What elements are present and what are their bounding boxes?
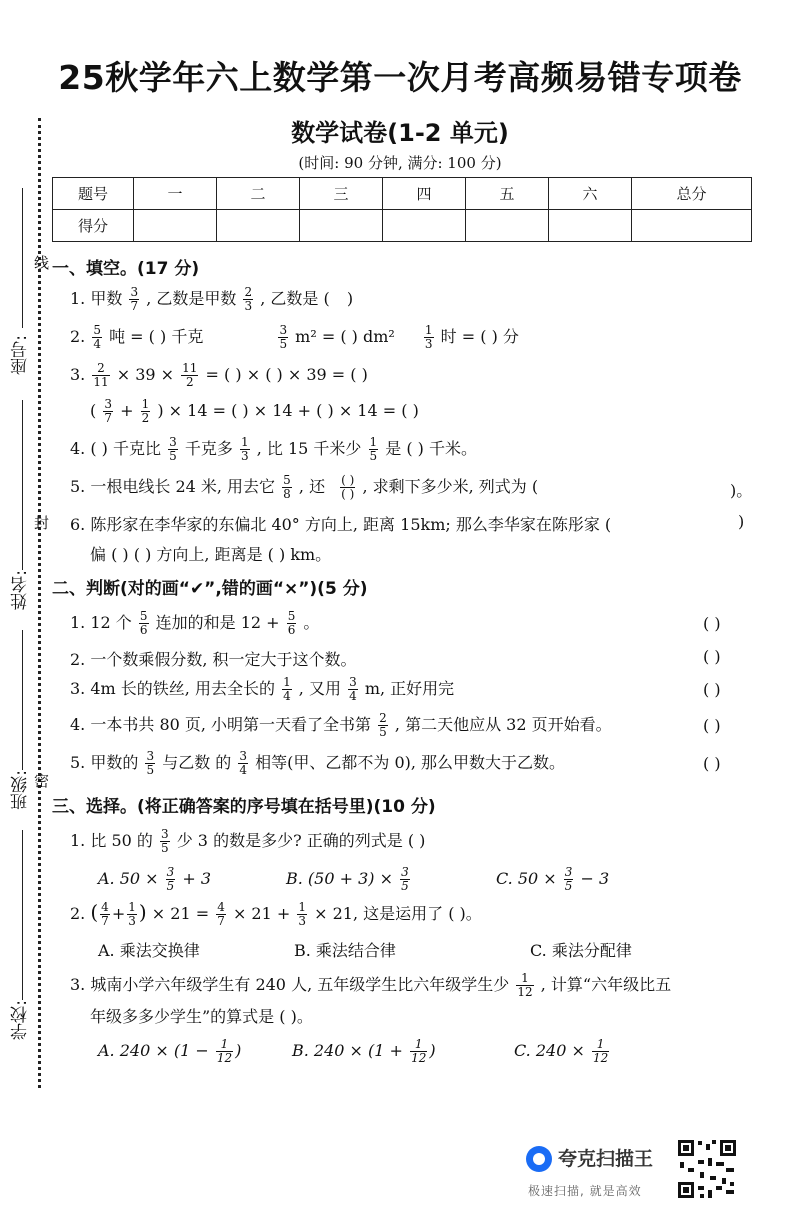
question-text: ) × 14 = ( ) × 14 + ( ) × 14 = ( ) xyxy=(157,401,419,420)
denominator: 3 xyxy=(298,914,307,928)
fraction xyxy=(92,362,109,389)
fraction xyxy=(181,362,198,389)
numerator: 5 xyxy=(93,323,101,337)
option-text: + 3 xyxy=(182,869,212,888)
section-3-title: 三、选择。(将正确答案的序号填在括号里)(10 分) xyxy=(52,797,436,817)
question-text: , 计算“六年级比五 xyxy=(540,975,672,994)
answer-paren[interactable]: ( ) xyxy=(703,754,721,773)
question-text: × 21 = xyxy=(151,904,210,923)
fraction xyxy=(516,972,533,999)
fraction xyxy=(378,712,388,739)
fraction xyxy=(127,901,137,928)
question-text: × 21, 这是运用了 ( )。 xyxy=(314,904,482,923)
answer-blank[interactable]: ) xyxy=(346,289,354,308)
denominator: 4 xyxy=(349,689,357,703)
judge-question-3 xyxy=(70,676,454,703)
question-text: , 第二天他应从 32 页开始看。 xyxy=(394,715,612,734)
fraction xyxy=(103,398,113,425)
table-cell: 四 xyxy=(383,178,466,210)
choice-question-1 xyxy=(70,828,425,855)
option-a[interactable] xyxy=(98,1038,241,1065)
denominator: 12 xyxy=(592,1051,609,1065)
score-table xyxy=(52,177,752,242)
question-text: 相等(甲、乙都不为 0), 那么甲数大于乙数。 xyxy=(255,753,566,772)
numerator: 1 xyxy=(516,972,533,986)
fraction xyxy=(238,750,248,777)
seat-label: 座号: xyxy=(11,335,31,375)
question-text: 2. xyxy=(70,904,86,923)
question-text: , 乙数是甲数 xyxy=(146,289,237,308)
numerator: 2 xyxy=(244,285,253,299)
numerator: 2 xyxy=(379,711,387,725)
fraction xyxy=(282,474,292,501)
denominator: 4 xyxy=(93,337,101,351)
question-text: 1. 比 50 的 xyxy=(70,831,153,850)
numerator: 3 xyxy=(349,675,357,689)
numerator: 4 xyxy=(101,900,109,914)
question-text: 千克多 xyxy=(184,439,233,458)
numerator: 3 xyxy=(166,865,175,879)
binding-char: 密 xyxy=(34,772,50,790)
question-text: 1. 甲数 xyxy=(70,289,123,308)
score-cell[interactable] xyxy=(632,210,752,242)
numerator: 1 xyxy=(128,900,136,914)
denominator: 5 xyxy=(369,449,378,463)
section-2-title: 二、判断(对的画“✔”,错的画“×”)(5 分) xyxy=(52,579,368,599)
fraction-blank[interactable] xyxy=(340,474,355,501)
score-cell[interactable] xyxy=(383,210,466,242)
fraction xyxy=(139,610,149,637)
numerator: 1 xyxy=(369,435,378,449)
option-c[interactable]: C. 乘法分配律 xyxy=(530,941,632,960)
question-text: , 乙数是 ( xyxy=(260,289,330,308)
denominator: 7 xyxy=(217,914,225,928)
option-text: ) xyxy=(235,1041,242,1060)
numerator: 11 xyxy=(182,361,198,375)
question-text: 时 = ( ) 分 xyxy=(440,327,519,346)
scanner-slogan: 极速扫描, 就是高效 xyxy=(528,1184,642,1198)
question-text: ( xyxy=(90,401,97,420)
numerator: 5 xyxy=(287,609,296,623)
denominator: 5 xyxy=(166,879,175,893)
fraction xyxy=(92,324,102,351)
denominator: ( ) xyxy=(341,487,355,501)
question-text: 连加的和是 12 + xyxy=(155,613,280,632)
answer-blank-close: )。 xyxy=(730,481,753,500)
question-text: = ( ) × ( ) × 39 = ( ) xyxy=(205,365,368,384)
option-b[interactable] xyxy=(286,866,412,893)
fraction xyxy=(145,750,155,777)
numerator: 5 xyxy=(139,609,148,623)
numerator: 3 xyxy=(146,749,155,763)
numerator: 1 xyxy=(410,1038,427,1052)
fraction xyxy=(592,1038,609,1065)
class-label: 班级: xyxy=(11,770,31,810)
score-table-header-row xyxy=(53,178,752,210)
denominator: 5 xyxy=(279,337,288,351)
option-a[interactable]: A. 乘法交换律 xyxy=(98,941,200,960)
score-cell[interactable] xyxy=(217,210,300,242)
denominator: 11 xyxy=(93,375,109,389)
question-text: , 比 15 千米少 xyxy=(256,439,362,458)
option-b[interactable] xyxy=(292,1038,436,1065)
numerator: 3 xyxy=(239,749,248,763)
fraction xyxy=(297,901,307,928)
option-text: B. (50 + 3) × xyxy=(286,869,394,888)
scanner-logo-icon xyxy=(526,1146,552,1172)
fraction xyxy=(278,324,288,351)
fill-question-4 xyxy=(70,436,477,463)
question-text: 6. 陈彤家在李华家的东偏北 40° 方向上, 距离 15km; 那么李华家在陈彤家 ( xyxy=(70,515,612,534)
score-cell[interactable] xyxy=(466,210,549,242)
denominator: 5 xyxy=(564,879,573,893)
fraction xyxy=(424,324,434,351)
fraction xyxy=(410,1038,427,1065)
question-text: 与乙数 的 xyxy=(162,753,232,772)
question-text: m² = ( ) dm² xyxy=(295,327,395,346)
school-line xyxy=(22,830,23,1000)
question-text: , 求剩下多少米, 列式为 ( xyxy=(362,477,539,496)
score-cell[interactable] xyxy=(134,210,217,242)
numerator: 3 xyxy=(104,397,112,411)
choice-question-3 xyxy=(70,972,671,999)
question-text: 3. 4m 长的铁丝, 用去全长的 xyxy=(70,679,275,698)
question-text: 4. 一本书共 80 页, 小明第一天看了全书第 xyxy=(70,715,372,734)
numerator: 3 xyxy=(401,865,409,879)
judge-question-1 xyxy=(70,610,319,637)
denominator: 8 xyxy=(283,487,291,501)
option-b[interactable]: B. 乘法结合律 xyxy=(294,941,396,960)
question-text: × 21 + xyxy=(232,904,291,923)
fraction xyxy=(216,901,226,928)
table-cell: 总分 xyxy=(632,178,752,210)
option-c[interactable] xyxy=(496,866,609,893)
fraction xyxy=(168,436,178,463)
question-text: 3. 城南小学六年级学生有 240 人, 五年级学生比六年级学生少 xyxy=(70,975,510,994)
question-text: 少 3 的数是多少? 正确的列式是 ( ) xyxy=(176,831,426,850)
table-cell: 三 xyxy=(300,178,383,210)
denominator: 2 xyxy=(141,411,150,425)
table-cell: 二 xyxy=(217,178,300,210)
fraction xyxy=(129,286,139,313)
option-text: C. 50 × xyxy=(496,869,557,888)
denominator: 6 xyxy=(139,623,148,637)
question-text: × 39 × xyxy=(116,365,175,384)
question-text: 1. 12 个 xyxy=(70,613,132,632)
fraction xyxy=(240,436,250,463)
question-text: 。 xyxy=(303,613,320,632)
denominator: 2 xyxy=(185,375,194,389)
option-text: ) xyxy=(429,1041,436,1060)
judge-question-4 xyxy=(70,712,612,739)
table-cell: 题号 xyxy=(53,178,134,210)
question-text: , 还 xyxy=(298,477,326,496)
exam-title: 25秋学年六上数学第一次月考高频易错专项卷 xyxy=(58,58,742,97)
fill-question-5 xyxy=(70,474,538,501)
fill-question-6 xyxy=(70,512,611,535)
denominator: 5 xyxy=(146,763,155,777)
denominator: 6 xyxy=(287,623,296,637)
table-cell: 一 xyxy=(134,178,217,210)
denominator: 3 xyxy=(424,337,433,351)
scanner-brand: 夸克扫描王 xyxy=(558,1148,654,1170)
option-text: B. 240 × (1 + xyxy=(292,1041,403,1060)
answer-paren[interactable]: ( ) xyxy=(703,614,721,633)
qr-code-icon xyxy=(676,1138,738,1200)
denominator: 7 xyxy=(101,914,109,928)
fraction xyxy=(141,398,151,425)
denominator: 4 xyxy=(239,763,248,777)
judge-question-5 xyxy=(70,750,565,777)
numerator: 1 xyxy=(592,1038,609,1052)
fill-question-1 xyxy=(70,286,353,313)
numerator: 2 xyxy=(92,362,109,376)
question-text: m, 正好用完 xyxy=(364,679,455,698)
numerator: 3 xyxy=(169,435,177,449)
question-text: 5. 甲数的 xyxy=(70,753,139,772)
numerator: 1 xyxy=(240,435,249,449)
section-1-title: 一、填空。(17 分) xyxy=(52,259,200,279)
numerator: 4 xyxy=(217,900,225,914)
question-text: 3. xyxy=(70,365,86,384)
fraction xyxy=(282,676,292,703)
class-line xyxy=(22,630,23,770)
answer-paren[interactable]: ( ) xyxy=(703,716,721,735)
binding-char: 线 xyxy=(34,254,50,272)
question-text: 2. xyxy=(70,327,86,346)
fraction xyxy=(369,436,379,463)
fraction xyxy=(564,866,574,893)
denominator: 3 xyxy=(244,299,253,313)
question-text: 年级多多少学生”的算式是 ( )。 xyxy=(90,1007,313,1026)
open-paren: ( xyxy=(90,900,99,924)
table-cell: 六 xyxy=(549,178,632,210)
name-line xyxy=(22,400,23,570)
denominator: 12 xyxy=(517,985,533,999)
school-label: 学校: xyxy=(11,1000,31,1040)
numerator: 5 xyxy=(283,473,291,487)
answer-paren[interactable]: ( ) xyxy=(703,680,721,699)
option-text: − 3 xyxy=(580,869,610,888)
numerator: 3 xyxy=(160,827,169,841)
table-cell: 得分 xyxy=(53,210,134,242)
judge-question-2: 2. 一个数乘假分数, 积一定大于这个数。 xyxy=(70,650,357,669)
option-c[interactable] xyxy=(514,1038,611,1065)
binding-char: 封 xyxy=(34,514,50,532)
numerator: 1 xyxy=(424,323,433,337)
numerator: 3 xyxy=(279,323,288,337)
fill-question-3a xyxy=(70,362,368,389)
numerator: 3 xyxy=(130,285,139,299)
fraction xyxy=(287,610,297,637)
numerator: 1 xyxy=(141,397,150,411)
denominator: 5 xyxy=(401,879,409,893)
fraction xyxy=(243,286,253,313)
denominator: 7 xyxy=(130,299,139,313)
fraction xyxy=(216,1038,233,1065)
question-text: 5. 一根电线长 24 米, 用去它 xyxy=(70,477,276,496)
question-text: 是 ( ) 千米。 xyxy=(385,439,477,458)
seat-line xyxy=(22,188,23,328)
fraction xyxy=(166,866,176,893)
answer-blank-close: ) xyxy=(738,512,745,531)
fraction xyxy=(160,828,170,855)
option-text: A. 240 × (1 − xyxy=(98,1041,209,1060)
score-cell[interactable] xyxy=(300,210,383,242)
answer-paren[interactable]: ( ) xyxy=(703,647,721,666)
score-table-score-row xyxy=(53,210,752,242)
numerator: 1 xyxy=(283,675,291,689)
close-paren: ) xyxy=(138,900,147,924)
fill-question-2 xyxy=(70,324,519,351)
question-text: + xyxy=(120,401,134,420)
scanner-watermark xyxy=(526,1142,671,1202)
option-text: A. 50 × xyxy=(98,869,159,888)
denominator: 7 xyxy=(104,411,112,425)
choice-question-2: 2. ( $\frac{4}{7}$ + $\frac{1}{3}$ ) × 21 = $\frac{4}{7}$ × 21 + $\frac{1}{3}$ × 21, 这是运用了 ( )。 xyxy=(70,900,482,928)
denominator: 5 xyxy=(160,841,169,855)
fill-question-3b xyxy=(90,398,419,425)
option-a[interactable] xyxy=(98,866,211,893)
numerator: 1 xyxy=(216,1038,233,1052)
denominator: 12 xyxy=(411,1051,427,1065)
option-text: C. 240 × xyxy=(514,1041,585,1060)
question-text: 4. ( ) 千克比 xyxy=(70,439,162,458)
denominator: 12 xyxy=(216,1051,233,1065)
denominator: 5 xyxy=(379,725,387,739)
numerator: 1 xyxy=(298,900,307,914)
numerator: ( ) xyxy=(341,473,355,487)
fraction xyxy=(348,676,358,703)
question-text: , 又用 xyxy=(298,679,341,698)
fraction xyxy=(400,866,410,893)
fraction xyxy=(100,901,110,928)
score-cell[interactable] xyxy=(549,210,632,242)
time-info: (时间: 90 分钟, 满分: 100 分) xyxy=(298,154,502,172)
denominator: 3 xyxy=(128,914,136,928)
denominator: 5 xyxy=(169,449,177,463)
name-label: 姓名: xyxy=(11,570,31,610)
question-text: 吨 = ( ) 千克 xyxy=(109,327,204,346)
question-text: 偏 ( ) ( ) 方向上, 距离是 ( ) km。 xyxy=(90,545,332,564)
denominator: 4 xyxy=(283,689,291,703)
denominator: 3 xyxy=(240,449,249,463)
numerator: 3 xyxy=(564,865,573,879)
table-cell: 五 xyxy=(466,178,549,210)
exam-subtitle: 数学试卷(1-2 单元) xyxy=(291,119,509,147)
